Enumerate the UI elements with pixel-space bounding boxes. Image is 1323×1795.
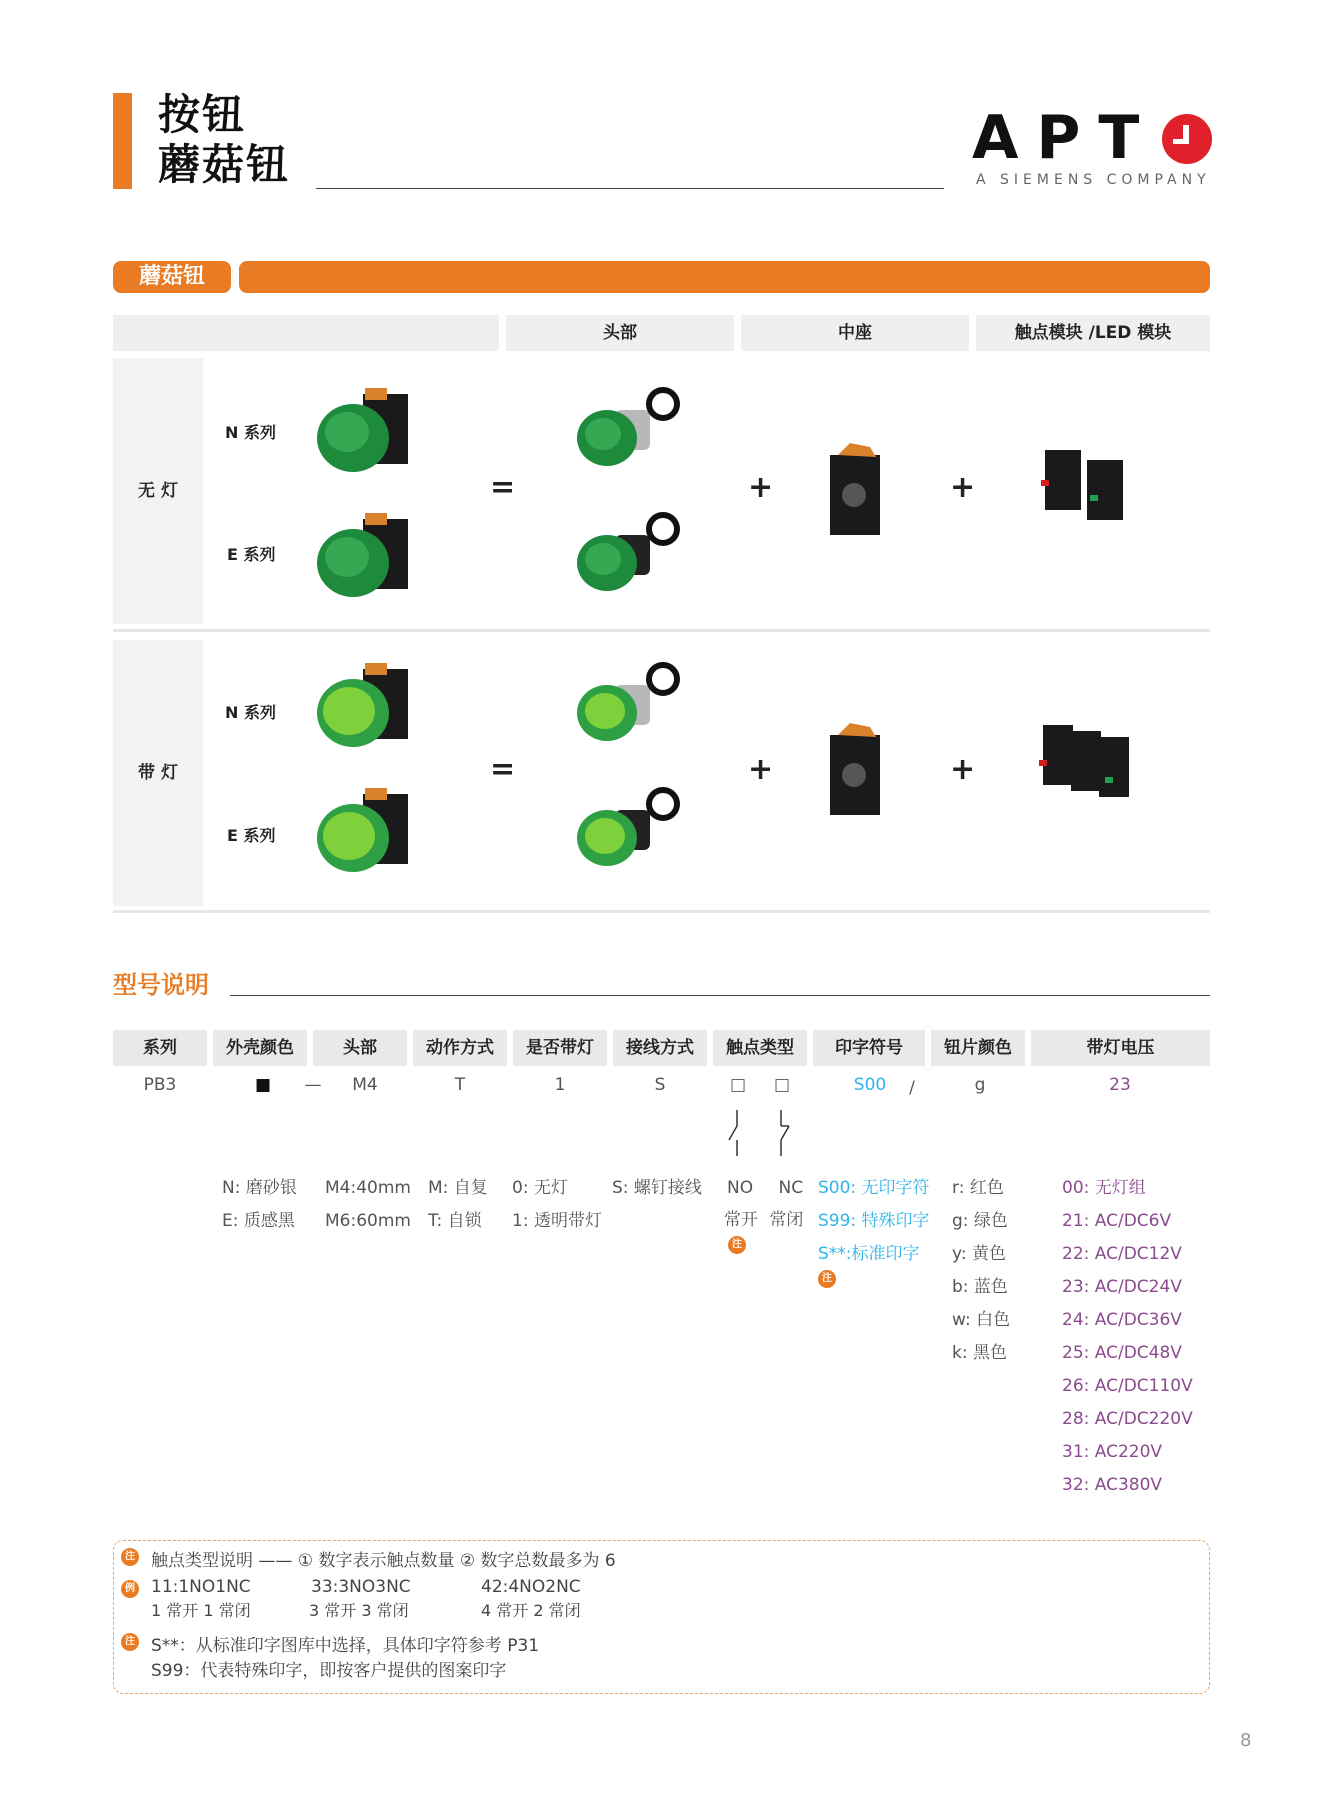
- shell-options: [222, 1172, 297, 1238]
- option-item: E: 质感黑: [222, 1211, 295, 1231]
- mushroom-head-n-lit-image: [575, 655, 685, 765]
- mushroom-button-e-lit-image: [315, 780, 425, 890]
- model-value-color: g: [974, 1075, 986, 1095]
- example-desc: 3 常开 3 常闭: [309, 1601, 409, 1620]
- option-item: 31: AC220V: [1062, 1442, 1163, 1462]
- section-band: [239, 261, 1210, 293]
- example-code: 33:3NO3NC: [311, 1577, 411, 1597]
- mushroom-button-n-lit-image: [315, 655, 425, 765]
- option-item: y: 黄色: [952, 1244, 1006, 1264]
- example-desc: 1 常开 1 常闭: [151, 1601, 251, 1620]
- example-desc: 4 常开 2 常闭: [481, 1601, 581, 1620]
- option-item: g: 绿色: [952, 1211, 1008, 1231]
- contact-options: [727, 1172, 803, 1205]
- note-badge-icon: 注: [121, 1633, 139, 1651]
- mushroom-head-e-lit-image: [575, 780, 685, 890]
- option-item: 23: AC/DC24V: [1062, 1277, 1182, 1297]
- color-options: [952, 1172, 1010, 1370]
- plus-sign: +: [950, 470, 976, 505]
- plus-sign: +: [950, 752, 976, 787]
- model-value-contact-box: □: [773, 1075, 791, 1095]
- option-item: 21: AC/DC6V: [1062, 1211, 1172, 1231]
- series-label: N 系列: [225, 703, 276, 722]
- lamp-options: [512, 1172, 602, 1238]
- note-line: S99：代表特殊印字，即按客户提供的图案印字: [151, 1661, 507, 1681]
- config-header-blank: [113, 315, 499, 351]
- row-label-with-lamp: 带 灯: [113, 640, 203, 906]
- config-header-contact: 触点模块 /LED 模块: [976, 315, 1210, 351]
- section-tag: 蘑菇钮: [113, 261, 231, 293]
- config-header-head: 头部: [506, 315, 734, 351]
- option-item: 22: AC/DC12V: [1062, 1244, 1182, 1264]
- option-item: 0: 无灯: [512, 1178, 568, 1198]
- note-badge-icon: 注: [728, 1236, 746, 1254]
- model-value-head: M4: [352, 1075, 378, 1095]
- wiring-options: [612, 1172, 702, 1205]
- note-badge-icon: 注: [818, 1270, 836, 1288]
- option-item: 26: AC/DC110V: [1062, 1376, 1193, 1396]
- model-header-color: 钮片颜色: [931, 1030, 1025, 1066]
- title-line-2: 蘑菇钮: [158, 140, 291, 189]
- mushroom-head-n-image: [575, 380, 685, 490]
- equals-sign: =: [490, 752, 516, 787]
- model-value-slash: /: [909, 1078, 915, 1098]
- base-holder-image: [800, 715, 910, 825]
- model-header-lamp: 是否带灯: [513, 1030, 607, 1066]
- contact-options-cn: [724, 1205, 803, 1230]
- apt-logo: [972, 103, 1158, 173]
- model-value-dash: —: [304, 1075, 322, 1095]
- option-item: NO: [727, 1178, 754, 1198]
- head-options: [325, 1172, 411, 1238]
- example-code: 11:1NO1NC: [151, 1577, 251, 1597]
- option-item: 常开: [724, 1210, 758, 1230]
- model-value-voltage: 23: [1109, 1075, 1131, 1095]
- model-header-action: 动作方式: [413, 1030, 507, 1066]
- logo-subtitle: A SIEMENS COMPANY: [976, 172, 1211, 188]
- page-number: 8: [1240, 1730, 1252, 1751]
- option-item: S99: 特殊印字: [818, 1211, 930, 1231]
- series-label: E 系列: [227, 545, 276, 564]
- series-label: N 系列: [225, 423, 276, 442]
- title-line-1: 按钮: [158, 90, 247, 139]
- contact-led-module-image: [1035, 715, 1145, 825]
- title-accent-bar: [113, 93, 132, 189]
- action-options: [428, 1172, 488, 1238]
- series-label: E 系列: [227, 826, 276, 845]
- example-badge-icon: 例: [121, 1580, 139, 1598]
- option-item: 1: 透明带灯: [512, 1211, 602, 1231]
- model-header-wiring: 接线方式: [613, 1030, 707, 1066]
- contact-symbol-icon: [725, 1108, 795, 1158]
- model-header-print: 印字符号: [813, 1030, 925, 1066]
- model-value-wiring: S: [654, 1075, 666, 1095]
- option-item: r: 红色: [952, 1178, 1004, 1198]
- option-item: T: 自锁: [428, 1211, 482, 1231]
- plus-sign: +: [748, 752, 774, 787]
- option-item: 32: AC380V: [1062, 1475, 1163, 1495]
- model-header-voltage: 带灯电压: [1031, 1030, 1210, 1066]
- option-item: S: 螺钉接线: [612, 1178, 702, 1198]
- model-value-shell: ■: [254, 1075, 272, 1095]
- option-item: 25: AC/DC48V: [1062, 1343, 1182, 1363]
- voltage-options: [1062, 1172, 1193, 1502]
- option-item: b: 蓝色: [952, 1277, 1008, 1297]
- model-value-action: T: [454, 1075, 466, 1095]
- config-header-base: 中座: [741, 315, 969, 351]
- model-header-series: 系列: [113, 1030, 207, 1066]
- equals-sign: =: [490, 470, 516, 505]
- option-item: 28: AC/DC220V: [1062, 1409, 1193, 1429]
- title-rule: [316, 188, 944, 189]
- model-value-series: PB3: [143, 1075, 177, 1095]
- option-item: M: 自复: [428, 1178, 488, 1198]
- note-line: S**：从标准印字图库中选择，具体印字符参考 P31: [151, 1636, 540, 1656]
- option-item: w: 白色: [952, 1310, 1011, 1330]
- base-holder-image: [800, 435, 910, 545]
- model-value-print: S00: [853, 1075, 887, 1095]
- mushroom-button-e-unlit-image: [315, 505, 425, 615]
- option-item: k: 黑色: [952, 1343, 1007, 1363]
- logo-word: APT: [972, 103, 1158, 173]
- option-item: 24: AC/DC36V: [1062, 1310, 1182, 1330]
- row-divider: [113, 910, 1210, 913]
- page-title: [158, 90, 290, 190]
- contact-module-image: [1035, 435, 1145, 545]
- option-item: S**:标准印字: [818, 1244, 920, 1264]
- note-line: 触点类型说明 —— ① 数字表示触点数量 ② 数字总数最多为 6: [151, 1551, 616, 1571]
- row-label-no-lamp: 无 灯: [113, 358, 203, 624]
- model-value-contact-box: □: [729, 1075, 747, 1095]
- option-item: 00: 无灯组: [1062, 1178, 1146, 1198]
- example-code: 42:4NO2NC: [481, 1577, 581, 1597]
- plus-sign: +: [748, 470, 774, 505]
- option-item: S00: 无印字符: [818, 1178, 930, 1198]
- model-value-lamp: 1: [554, 1075, 566, 1095]
- note-badge-icon: 注: [121, 1548, 139, 1566]
- model-header-head: 头部: [313, 1030, 407, 1066]
- model-header-contact: 触点类型: [713, 1030, 807, 1066]
- mushroom-button-n-unlit-image: [315, 380, 425, 490]
- option-item: M6:60mm: [325, 1211, 411, 1231]
- model-section-rule: [230, 995, 1210, 996]
- row-divider: [113, 629, 1210, 632]
- print-options: [818, 1172, 930, 1271]
- option-item: NC: [778, 1178, 804, 1198]
- option-item: M4:40mm: [325, 1178, 411, 1198]
- option-item: 常闭: [769, 1210, 804, 1230]
- model-header-shell: 外壳颜色: [213, 1030, 307, 1066]
- logo-symbol-icon: [1162, 114, 1212, 164]
- model-section-title: 型号说明: [113, 971, 209, 999]
- mushroom-head-e-image: [575, 505, 685, 615]
- option-item: N: 磨砂银: [222, 1178, 297, 1198]
